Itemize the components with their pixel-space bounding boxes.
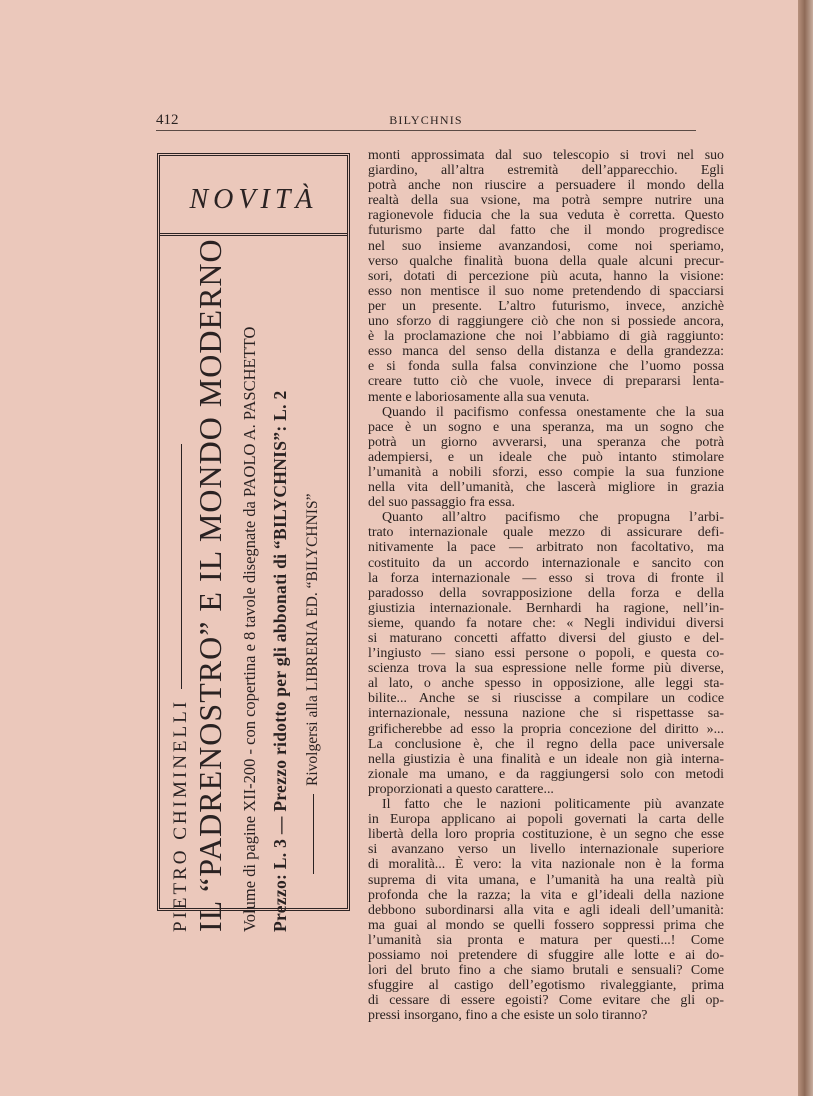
text-line: monti approssimata dal suo telescopio si trovi nel suo: [368, 148, 724, 163]
text-line: suprema di vita umana, e l’umanità ha una realtà più: [368, 872, 724, 888]
rotated-advertisement-text: [166, 238, 346, 932]
text-line: nella vita dell’umanità, che lascerà migliore in grazia: [368, 480, 724, 496]
text-line: sori, dotati di percezione più acuta, hanno la visione:: [368, 268, 724, 284]
text-line: pace è un sogno e una speranza, ma un sogno che: [368, 419, 724, 435]
text-line: ragionevole fiducia che la sua veduta è corretta. Questo: [368, 208, 724, 224]
text-line: per un presente. L’altro futurismo, invece, anzichè: [368, 298, 724, 314]
contact-rule-left: [313, 794, 314, 874]
text-line: si avanzano verso un livello internazionale superiore: [368, 842, 724, 858]
text-line: adempiersi, e un ideale che può intanto stimolare: [368, 449, 724, 465]
text-line: l’umanità sia pronta e matura per questi...! Come: [368, 932, 724, 948]
header-rule: [156, 130, 696, 131]
text-line: Quanto all’altro pacifismo che propugna l’arbi-: [382, 510, 724, 526]
text-line: ma guai al mondo se quelli fossero soppressi prima che: [368, 917, 724, 933]
text-line: grificherebbe ad esso la propria concezione del diritto »...: [368, 721, 724, 737]
text-line: l’umanità a nobili sforzi, esso compie la sua funzione: [368, 464, 724, 480]
text-line: l’ingiusto — siano essi persone o popoli, e questa co-: [368, 646, 724, 662]
advertisement-heading-box: [160, 156, 347, 236]
contact-text: Rivolgersi alla LIBRERIA ED. “BILYCHNIS”: [304, 493, 321, 786]
book-advertisement: [157, 153, 350, 932]
text-line: Il fatto che le nazioni politicamente più avanzate: [382, 797, 724, 813]
text-line: bilite... Anche se si riuscisse a compilare un codice: [368, 691, 724, 707]
text-line: potrà un giorno avverarsi, una speranza che potrà: [368, 434, 724, 450]
text-line: debbono subordinarsi alla vita e agli ideali dell’umanità:: [368, 902, 724, 918]
book-spine-edge: [798, 0, 813, 1096]
text-line: sfuggire al castigo dell’egotismo rivaleggiante, prima: [368, 978, 724, 994]
text-line: nitivamente la pace — arbitrato non facoltativo, ma: [368, 540, 724, 556]
text-line: di moralità... È vero: la vita nazionale non è la forma: [368, 857, 724, 873]
text-line: giustizia internazionale. Bernhardi ha ragione, nell’in-: [368, 600, 724, 616]
text-line: internazionale, nessuna nazione che si rispettasse sa-: [368, 706, 724, 722]
text-line: profonda che la razza; la vita e gl’ideali della nazione: [368, 887, 724, 903]
text-line: pressi insorgano, fino a che esiste un solo tiranno?: [368, 1008, 648, 1024]
page-number: 412: [156, 112, 179, 128]
text-line: al lato, o anche spesso in opposizione, alle leggi sta-: [368, 676, 724, 692]
text-line: del suo passaggio fra essa.: [368, 495, 515, 511]
text-line: zionale ma umano, e da raggiungersi solo con metodi: [368, 766, 724, 782]
running-header: [156, 112, 696, 132]
text-line: si maturano concetti affatto diversi del giusto e del-: [368, 631, 724, 646]
text-line: scienza trova la sua espressione nelle forme più diverse,: [368, 661, 724, 677]
novita-heading: NOVITÀ: [189, 184, 318, 215]
text-line: futurismo parte dal fatto che il mondo progredisce: [368, 223, 724, 239]
paragraph-4: [368, 797, 724, 1023]
text-line: La conclusione è, che il regno della pace universale: [368, 736, 724, 752]
text-line: costituito da un accordo internazionale e sancito con: [368, 555, 724, 571]
author-line: [170, 444, 192, 932]
text-line: di cessare di essere egoisti? Come evitare che gli op-: [368, 993, 724, 1009]
text-line: la forza internazionale — esso si trova di fronte il: [368, 570, 724, 586]
text-line: trato internazionale quale mezzo di assicurare defi-: [368, 525, 724, 541]
text-line: libertà della loro propria costituzione, è un segno che esse: [368, 827, 724, 843]
text-line: lori del bruto fino a che siamo brutali e sensuali? Come: [368, 963, 724, 979]
author-rule: [181, 444, 182, 689]
text-line: nel suo insieme avanzandosi, come noi speriamo,: [368, 238, 724, 254]
text-line: Quando il pacifismo confessa onestamente che la sua: [382, 404, 724, 420]
text-line: esso non mentisce il suo nome pretendendo di spacciarsi: [368, 283, 724, 299]
text-line: realtà della sua vsione, ma potrà sempre nutrire una: [368, 193, 724, 209]
text-line: giardino, all’altra estremità dell’apparecchio. Egli: [368, 163, 724, 179]
paragraph-2: [368, 405, 724, 511]
text-line: mente e laboriosamente alla sua venuta.: [368, 389, 590, 405]
text-line: esso manca del senso della distanza e della grandezza:: [368, 344, 724, 360]
running-title: BILYCHNIS: [389, 113, 463, 127]
text-line: sieme, quando fa notare che: « Negli individui diversi: [368, 615, 724, 631]
contact-line: [304, 494, 322, 882]
text-line: creare tutto ciò che vuole, invece di prepararsi lenta-: [368, 374, 724, 390]
text-line: potrà anche non riuscire a persuadere il mondo della: [368, 178, 724, 194]
book-title: IL “PADRENOSTRO” E IL MONDO MODERNO: [192, 238, 228, 932]
text-line: è la proclamazione che noi l’abbiamo di già raggiunto:: [368, 329, 724, 345]
text-line: proporzionati a questo carattere...: [368, 781, 554, 797]
text-line: uno sforzo di raggiungere ciò che non si possiede ancora,: [368, 314, 724, 330]
text-line: in Europa applicano ai popoli governati la carta delle: [368, 812, 724, 828]
article-body: [368, 148, 724, 1023]
text-line: e si fonda sulla falsa convinzione che l’uomo possa: [368, 359, 724, 375]
volume-description: Volume di pagine XII-200 - con copertina e 8 tavole disegnate da PAOLO A. PASCHETTO: [240, 326, 259, 932]
text-line: nella giustizia è una finalità e un ideale non già interna-: [368, 751, 724, 767]
price-line: Prezzo: L. 3 — Prezzo ridotto per gli abbonati di “BILYCHNIS”: L. 2: [270, 390, 290, 932]
author-name: PIETRO CHIMINELLI: [170, 698, 191, 932]
text-line: possiamo noi pretendere di sfuggire alle lotte e ai do-: [368, 947, 724, 963]
text-line: verso qualche finalità buona della quale alcuni precur-: [368, 253, 724, 269]
paragraph-3: [368, 510, 724, 797]
text-line: paradosso della sovrapposizione della forza e della: [368, 585, 724, 601]
paragraph-1: [368, 148, 724, 405]
